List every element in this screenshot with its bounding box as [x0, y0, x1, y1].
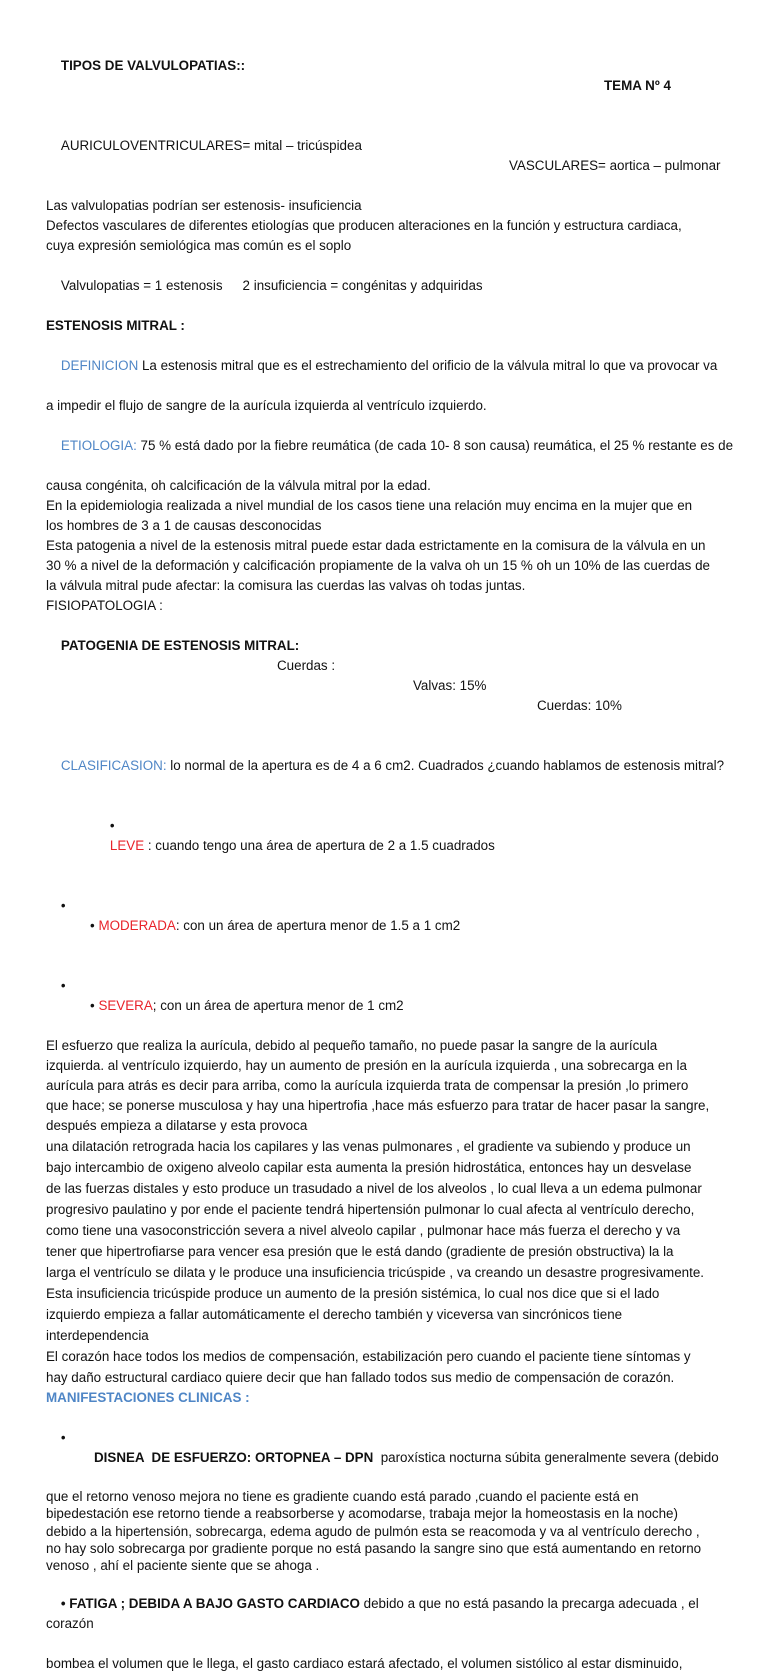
disnea-line: bipedestación ese retorno tiende a reabsorberse y acomodarse, trabaja mejor la homeostasis en la noche)	[46, 1506, 678, 1522]
body-line: después empieza a dilatarse y esta provoca	[46, 1118, 308, 1133]
bullet-icon: •	[109, 818, 115, 833]
etiology-line: causa congénita, oh calcificación de la válvula mitral por la edad.	[46, 478, 431, 493]
classification-line	[46, 256, 736, 316]
body-line: aurícula para atrás es decir para arriba, como la aurícula izquierda trata de compensar la presión ,lo primero	[46, 1078, 689, 1093]
definition-label: DEFINICION	[60, 358, 139, 373]
intro-line: cuya expresión semiológica mas común es el soplo	[46, 238, 352, 253]
body-line: una dilatación retrograda hacia los capilares y las venas pulmonares , el gradiente va subiendo y produce un	[46, 1139, 691, 1154]
pathogeny-line: 30 % a nivel de la deformación y calcificación propiamente de la valva oh un 15 % oh un 10% de las cuerdas de	[46, 558, 710, 573]
cuerdas-value: Cuerdas: 10%	[537, 698, 622, 713]
bullet-icon: •	[60, 978, 66, 993]
body-line: hay daño estructural cardiaco quiere decir que han fallado todos sus medio de compensación de corazón.	[46, 1370, 675, 1385]
bullet-icon: •	[90, 918, 95, 933]
etiology-label: ETIOLOGIA:	[60, 438, 137, 453]
disnea-line: que el retorno venoso mejora no tiene es gradiente cuando está parado ,cuando el paciente está en	[46, 1489, 639, 1504]
definition-paragraph: DEFINICION La estenosis mitral que es el estrechamiento del orificio de la válvula mitral lo que va provocar va	[60, 358, 718, 373]
vasculares-text: VASCULARES= aortica – pulmonar	[509, 158, 721, 173]
body-line: progresivo paulatino y por ende el paciente tendrá hipertensión pulmonar lo cual afecta al ventrículo derecho,	[46, 1202, 695, 1217]
bullet-icon: •	[90, 998, 95, 1013]
body-paragraph-1	[46, 1036, 736, 1136]
valvas-value: Valvas: 15%	[413, 678, 487, 693]
manifestaciones-heading: MANIFESTACIONES CLINICAS :	[46, 1390, 250, 1405]
body-line: tener que hipertrofiarse para vencer esa presión que le está dando (gradiente de presión obstructiva) la la	[46, 1244, 674, 1259]
body-line: larga el ventrículo se dilata y le produce una insuficiencia tricúspide , va creando un desastre progresivamente.	[46, 1265, 704, 1280]
body-line: izquierdo empieza a fallar automáticamente el derecho también y viceversa van sincrónicos tiene	[46, 1307, 623, 1322]
severity-item-severa: • • SEVERA; con un área de apertura menor de 1 cm2	[60, 978, 404, 1013]
body-line: como tiene una vasoconstricción severa a nivel alveolo capilar , pulmonar hace más fuerza el derecho y va	[46, 1223, 681, 1238]
epidemiology-line: los hombres de 3 a 1 de causas desconocidas	[46, 518, 322, 533]
insuficiencia-item: 2 insuficiencia = congénitas y adquiridas	[242, 278, 483, 293]
clasificacion-label: CLASIFICASION:	[60, 758, 167, 773]
intro-line: Defectos vasculares de diferentes etiologías que producen alteraciones en la función y estructura cardiaca,	[46, 218, 682, 233]
body-paragraph-2	[46, 1136, 736, 1388]
cuerdas-label: Cuerdas :	[277, 658, 336, 673]
fatiga-item: • FATIGA ; DEBIDA A BAJO GASTO CARDIACO debido a que no está pasando la precarga adecuada , el corazón	[46, 1596, 703, 1632]
title-line	[46, 36, 736, 116]
body-line: Esta insuficiencia tricúspide produce un aumento de la presión sistémica, lo cual nos dice que si el lado	[46, 1286, 660, 1301]
intro-line: Las valvulopatias podrían ser estenosis- insuficiencia	[46, 198, 362, 213]
valve-types-line	[46, 116, 736, 196]
patogenia-label: PATOGENIA DE ESTENOSIS MITRAL:	[60, 638, 300, 653]
pathogeny-line: la válvula mitral pude afectar: la comisura las cuerdas las valvas oh todas juntas.	[46, 578, 526, 593]
disnea-line: no hay solo sobrecarga por gradiente porque no está pasando la sangre sino que está aumentando en retorno	[46, 1540, 702, 1556]
severity-item-leve: • LEVE : cuando tengo una área de apertura de 2 a 1.5 cuadrados	[109, 818, 495, 853]
pathogeny-line: Esta patogenia a nivel de la estenosis mitral puede estar dada estrictamente en la comisura de la válvula en un	[46, 538, 706, 553]
doc-title: TIPOS DE VALVULOPATIAS::	[60, 58, 246, 73]
severity-item-moderada: • • MODERADA: con un área de apertura menor de 1.5 a 1 cm2	[60, 898, 461, 933]
bullet-icon: •	[60, 1430, 66, 1445]
clasificacion-line: CLASIFICASION: lo normal de la apertura es de 4 a 6 cm2. Cuadrados ¿cuando hablamos de estenosis mitral?	[60, 758, 725, 773]
fisiopatologia-label: FISIOPATOLOGIA :	[46, 598, 163, 613]
disnea-label: DISNEA DE ESFUERZO: ORTOPNEA – DPN	[94, 1450, 374, 1465]
body-line: izquierda. al ventrículo izquierdo, hay un aumento de presión en la aurícula izquierda , una sobrecarga en la	[46, 1058, 687, 1073]
document-page	[46, 36, 736, 1674]
body-line: bajo intercambio de oxigeno alveolo capilar esta aumenta la presión hidrostática, entonces hay un desvelase	[46, 1160, 692, 1175]
bullet-icon: •	[60, 898, 66, 913]
severa-label: SEVERA	[98, 998, 153, 1013]
moderada-label: MODERADA	[98, 918, 176, 933]
leve-label: LEVE	[109, 838, 145, 853]
disnea-line: debido a la hipertensión, sobrecarga, edema agudo de pulmón esta se reacomoda y va al ventrículo derecho ,	[46, 1523, 700, 1539]
body-line: El esfuerzo que realiza la aurícula, debido al pequeño tamaño, no puede pasar la sangre de la aurícula	[46, 1038, 658, 1053]
estenosis-item: Valvulopatias = 1 estenosis	[60, 278, 223, 293]
section-heading: ESTENOSIS MITRAL :	[46, 318, 185, 333]
fatiga-line: bombea el volumen que le llega, el gasto cardiaco estará afectado, el volumen sistólico al estar disminuido,	[46, 1656, 683, 1672]
body-line: que hace; se ponerse musculosa y hay una hipertrofia ,hace más esfuerzo para tratar de hacer pasar la sangre,	[46, 1098, 710, 1113]
disnea-item: • DISNEA DE ESFUERZO: ORTOPNEA – DPN paroxística nocturna súbita generalmente severa (debido	[60, 1430, 719, 1465]
disnea-line: venoso , ahí el paciente siente que se ahoga .	[46, 1558, 320, 1574]
body-line: interdependencia	[46, 1328, 149, 1343]
patogenia-line	[46, 616, 736, 736]
tema-label: TEMA Nº 4	[604, 78, 671, 93]
etiology-paragraph: ETIOLOGIA: 75 % está dado por la fiebre reumática (de cada 10- 8 son causa) reumática, el 25 % restante es de	[60, 438, 734, 453]
auriculo-text: AURICULOVENTRICULARES= mital – tricúspidea	[60, 138, 362, 153]
body-line: El corazón hace todos los medios de compensación, estabilización pero cuando el paciente tiene síntomas y	[46, 1349, 691, 1364]
definition-line: a impedir el flujo de sangre de la aurícula izquierda al ventrículo izquierdo.	[46, 398, 487, 413]
body-line: de las fuerzas distales y esto produce un trasudado a nivel de los alveolos , lo cual lleva a un edema pulmonar	[46, 1181, 702, 1196]
fatiga-label: • FATIGA ; DEBIDA A BAJO GASTO CARDIACO	[60, 1596, 360, 1612]
epidemiology-line: En la epidemiologia realizada a nivel mundial de los casos tiene una relación muy encima en la mujer que en	[46, 498, 693, 513]
